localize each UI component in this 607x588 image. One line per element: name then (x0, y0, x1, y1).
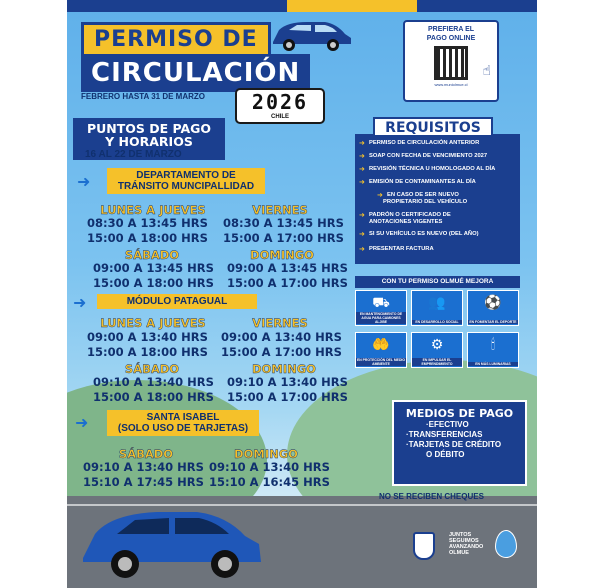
no-cheques-note: NO SE RECIBEN CHEQUES (379, 492, 484, 501)
olmue-tile-label: EN MANTENCIMIENTO DE AGUA PARA CAMIONES ALJIBE (356, 312, 406, 324)
subtitle: FEBRERO HASTA 31 DE MARZO (81, 92, 206, 101)
location-transito (107, 168, 265, 194)
day-label: DOMINGO (252, 362, 316, 376)
top-strip-navy-right (417, 0, 537, 12)
hours-line: 15:10 A 17:45 HRS (83, 475, 204, 489)
arrow-right-icon: ➜ (75, 415, 89, 432)
olmue-tile (355, 332, 407, 368)
hands-icon: 🤲 (372, 336, 390, 352)
municipal-shield-icon (413, 532, 435, 560)
day-label: DOMINGO (234, 447, 298, 461)
hours-line: 15:00 A 17:00 HRS (227, 390, 348, 404)
hours-line: 15:00 A 17:00 HRS (221, 345, 342, 359)
hours-line: 08:30 A 13:45 HRS (223, 216, 344, 230)
title-line2: CIRCULACIÓN (81, 54, 310, 92)
top-strip-navy-left (67, 0, 287, 12)
car-icon (267, 14, 355, 54)
requisito-item: ➜ PRESENTAR FACTURA (369, 246, 434, 252)
olmue-tile-label: EN FOMENTAR EL DEPORTE (469, 320, 517, 324)
requisito-item-cont: ANOTACIONES VIGENTES (369, 219, 443, 225)
olmue-heading: CON TU PERMISO OLMUÉ MEJORA (355, 276, 520, 288)
day-label: SÁBADO (124, 362, 180, 376)
day-label: SÁBADO (118, 447, 174, 461)
poster (67, 0, 537, 588)
requisito-item-cont: PROPIETARIO DEL VEHÍCULO (383, 199, 468, 205)
arrow-right-icon: ➜ (77, 174, 91, 191)
medio-item: ·TARJETAS DE CRÉDITO (406, 440, 502, 449)
location-transito-line2: TRÁNSITO MUNCIPALLIDAD (117, 181, 255, 192)
logo-text-line4: OLMUE (449, 550, 469, 556)
logo-text-line2: SEGUIMOS (449, 538, 479, 544)
day-label: SÁBADO (124, 248, 180, 262)
footer-logos (413, 528, 531, 574)
medio-item: ·TRANSFERENCIAS (406, 430, 483, 439)
location-patagual-line1: MÓDULO PATAGUAL (126, 296, 228, 307)
sports-icon: ⚽ (484, 294, 502, 310)
online-pay-box[interactable] (403, 20, 499, 102)
online-pay-url: www.muniolmue.cl (434, 82, 468, 87)
online-pay-label2: PAGO ONLINE (426, 35, 476, 42)
olmue-tile-label: EN IMPULSAR EL EMPRENDIMIENTO (412, 358, 462, 366)
title-line1: PERMISO DE (81, 22, 271, 57)
arrow-right-icon: ➜ (73, 295, 87, 312)
hours-line: 09:00 A 13:40 HRS (221, 330, 342, 344)
olmue-tile-label: EN MÁS LUMINARIAS (468, 362, 518, 366)
medio-item: O DÉBITO (426, 450, 465, 459)
location-santa-isabel (107, 410, 259, 436)
olmue-tile (467, 290, 519, 326)
hours-line: 09:10 A 13:40 HRS (209, 460, 330, 474)
hours-line: 15:00 A 17:00 HRS (223, 231, 344, 245)
top-strip (67, 0, 537, 12)
hours-line: 15:10 A 16:45 HRS (209, 475, 330, 489)
medio-item: ·EFECTIVO (426, 420, 469, 429)
online-pay-label1: PREFIERA EL (427, 26, 475, 33)
hours-line: 09:00 A 13:45 HRS (227, 261, 348, 275)
car-icon (77, 496, 267, 582)
license-plate (235, 88, 325, 124)
people-icon: 👥 (428, 294, 446, 310)
hours-line: 09:00 A 13:45 HRS (93, 261, 214, 275)
olmue-tile-label: EN PROTECCIÓN DEL MEDIO AMBIENTE (357, 358, 405, 366)
schedule-heading-line1: PUNTOS DE PAGO (86, 121, 212, 136)
requisito-item: ➜ EN CASO DE SER NUEVO (387, 192, 459, 198)
medios-de-pago-box (392, 400, 527, 486)
day-label: LUNES A JUEVES (100, 316, 206, 330)
hours-line: 09:10 A 13:40 HRS (93, 375, 214, 389)
plate-year: 2026 (251, 90, 309, 114)
requisito-item: ➜ EMISIÓN DE CONTAMINANTES AL DÍA (369, 179, 476, 185)
olmue-tile-label: EN DESARROLLO SOCIAL (412, 320, 462, 324)
hours-line: 15:00 A 18:00 HRS (87, 231, 208, 245)
olmue-tile (411, 332, 463, 368)
hours-line: 08:30 A 13:45 HRS (87, 216, 208, 230)
schedule-heading-line2: Y HORARIOS (105, 134, 193, 149)
olmue-tile (467, 332, 519, 368)
truck-icon: ⛟ (372, 294, 390, 310)
location-santa-isabel-line1: SANTA ISABEL (146, 412, 220, 423)
day-label: LUNES A JUEVES (100, 203, 206, 217)
requisito-item: ➜ PADRÓN O CERTIFICADO DE (369, 212, 451, 218)
qr-code-icon[interactable] (434, 46, 468, 80)
logo-text-line3: AVANZANDO (449, 544, 484, 550)
requisito-item: ➜ PERMISO DE CIRCULACIÓN ANTERIOR (369, 140, 479, 146)
day-label: DOMINGO (250, 248, 314, 262)
day-label: VIERNES (252, 316, 308, 330)
hours-line: 09:10 A 13:40 HRS (83, 460, 204, 474)
requisito-item: ➜ REVISIÓN TÉCNICA U HOMOLOGADO AL DÍA (369, 166, 495, 172)
requisito-item: ➜ SOAP CON FECHA DE VENCIMIENTO 2027 (369, 153, 487, 159)
location-transito-line1: DEPARTAMENTO DE (136, 170, 236, 181)
requisitos-box (355, 134, 520, 264)
hours-line: 09:00 A 13:40 HRS (87, 330, 208, 344)
day-label: VIERNES (252, 203, 308, 217)
location-patagual (97, 294, 257, 309)
hours-line: 15:00 A 18:00 HRS (87, 345, 208, 359)
plate-country: CHILE (271, 114, 289, 120)
location-santa-isabel-line2: (SOLO USO DE TARJETAS) (117, 423, 249, 434)
requisito-item: ➜ SI SU VEHÍCULO ES NUEVO (DEL AÑO) (369, 231, 479, 237)
pointer-hand-icon: ☝ (482, 62, 491, 78)
hours-line: 09:10 A 13:40 HRS (227, 375, 348, 389)
olmue-tile (355, 290, 407, 326)
hours-line: 15:00 A 17:00 HRS (227, 276, 348, 290)
gear-icon: ⚙ (430, 336, 444, 352)
schedule-dates: 16 AL 22 DE MARZO (85, 149, 182, 160)
requisitos-heading: REQUISITOS (373, 117, 493, 137)
logo-text-line1: JUNTOS (449, 532, 472, 538)
medios-heading: MEDIOS DE PAGO (405, 407, 514, 420)
campaign-logo (449, 532, 483, 556)
hours-line: 15:00 A 18:00 HRS (93, 276, 214, 290)
olmue-tile (411, 290, 463, 326)
water-drop-icon (495, 530, 517, 558)
streetlight-icon: 🕯 (491, 336, 495, 352)
hours-line: 15:00 A 18:00 HRS (93, 390, 214, 404)
